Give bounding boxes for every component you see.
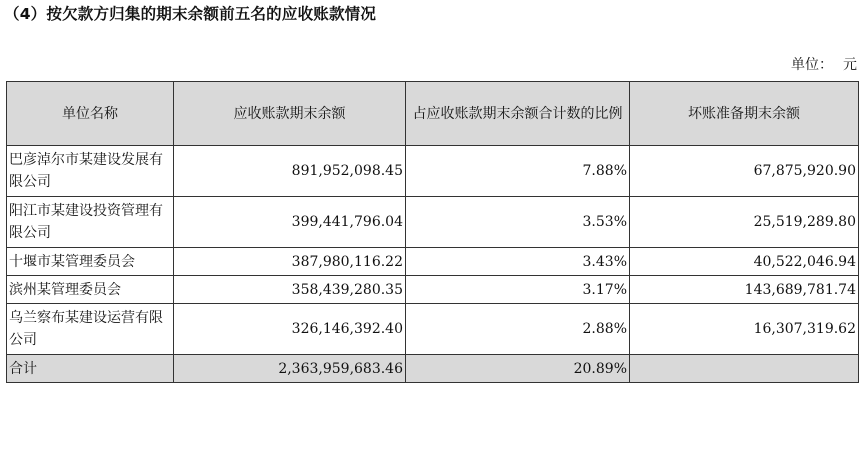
unit-label-text: 单位：: [791, 57, 833, 73]
table-row: [7, 276, 859, 304]
table-row: [7, 197, 859, 248]
cell-total-label: 合计: [7, 355, 174, 383]
receivables-table: [6, 81, 859, 383]
header-ratio: 占应收账款期末余额合计数的比例: [406, 82, 630, 146]
unit-label: [791, 54, 857, 74]
cell-ratio: 2.88%: [406, 304, 630, 355]
cell-entity-name: 滨州某管理委员会: [7, 276, 174, 304]
cell-balance: 358,439,280.35: [174, 276, 406, 304]
cell-total-provision: [630, 355, 859, 383]
cell-provision: 143,689,781.74: [630, 276, 859, 304]
cell-total-ratio: 20.89%: [406, 355, 630, 383]
table-header-row: [7, 82, 859, 146]
cell-ratio: 3.53%: [406, 197, 630, 248]
cell-entity-name: 巴彦淖尔市某建设发展有限公司: [7, 146, 174, 197]
cell-balance: 387,980,116.22: [174, 248, 406, 276]
header-bad-debt-provision: 坏账准备期末余额: [630, 82, 859, 146]
table-total-row: [7, 355, 859, 383]
cell-provision: 67,875,920.90: [630, 146, 859, 197]
cell-ratio: 3.43%: [406, 248, 630, 276]
table-row: [7, 146, 859, 197]
unit-value: 元: [843, 57, 857, 73]
header-entity-name: 单位名称: [7, 82, 174, 146]
cell-total-balance: 2,363,959,683.46: [174, 355, 406, 383]
header-receivable-balance: 应收账款期末余额: [174, 82, 406, 146]
cell-entity-name: 十堰市某管理委员会: [7, 248, 174, 276]
cell-balance: 399,441,796.04: [174, 197, 406, 248]
cell-provision: 16,307,319.62: [630, 304, 859, 355]
cell-entity-name: 乌兰察布某建设运营有限公司: [7, 304, 174, 355]
cell-ratio: 7.88%: [406, 146, 630, 197]
cell-provision: 40,522,046.94: [630, 248, 859, 276]
cell-balance: 326,146,392.40: [174, 304, 406, 355]
cell-balance: 891,952,098.45: [174, 146, 406, 197]
table-row: [7, 248, 859, 276]
cell-provision: 25,519,289.80: [630, 197, 859, 248]
table-row: [7, 304, 859, 355]
cell-ratio: 3.17%: [406, 276, 630, 304]
cell-entity-name: 阳江市某建设投资管理有限公司: [7, 197, 174, 248]
section-heading: （4）按欠款方归集的期末余额前五名的应收账款情况: [4, 5, 377, 23]
